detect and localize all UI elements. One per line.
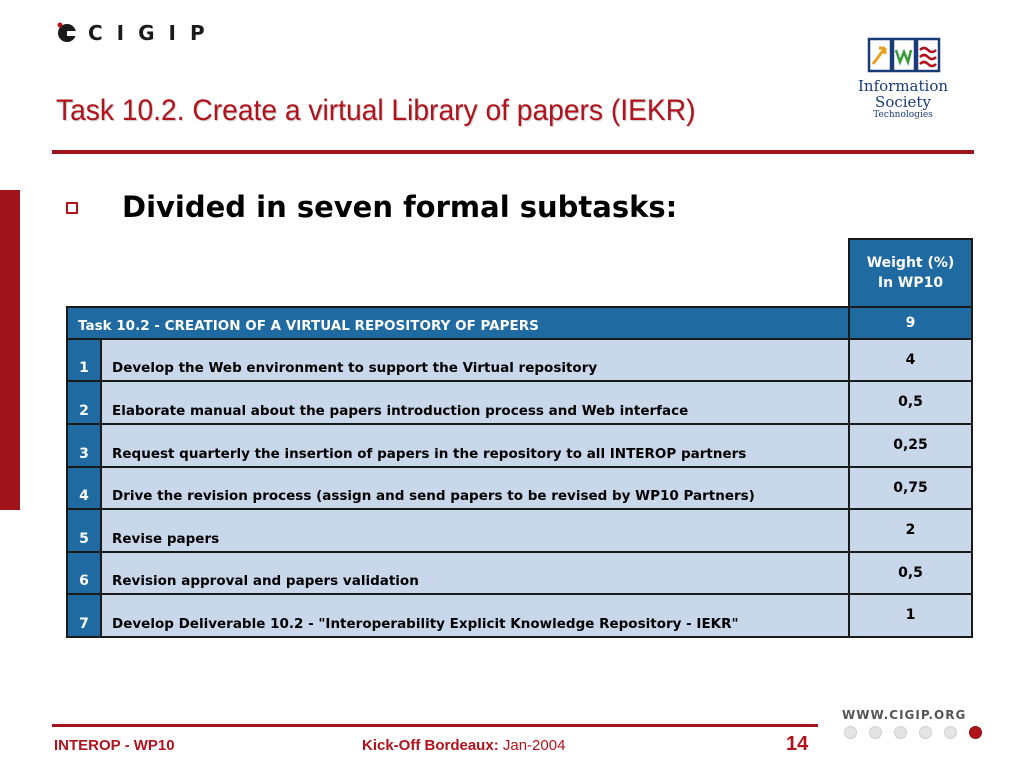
footer-divider [52, 724, 818, 727]
row-weight: 0,5 [849, 552, 972, 594]
row-description: Revision approval and papers validation [101, 552, 849, 594]
row-number: 6 [67, 552, 101, 594]
weight-header-line2: In WP10 [877, 275, 944, 291]
table-row [67, 552, 972, 594]
weight-header-line1: Weight (%) [866, 255, 955, 271]
table-header-row [67, 239, 972, 307]
cigip-logo-text: CIGIP [88, 21, 219, 45]
row-description: Request quarterly the insertion of papers in the repository to all INTEROP partners [101, 424, 849, 467]
cigip-logo [56, 20, 219, 46]
table-row [67, 594, 972, 637]
row-weight: 2 [849, 509, 972, 552]
row-weight: 0,25 [849, 424, 972, 467]
table-row [67, 509, 972, 552]
row-weight: 1 [849, 594, 972, 637]
ist-logo-name: Information Society [857, 77, 949, 111]
slide-title: Task 10.2. Create a virtual Library of papers (IEKR) [56, 94, 696, 127]
footer-event [362, 737, 565, 754]
task-header-row [67, 307, 972, 339]
row-number: 7 [67, 594, 101, 637]
cigip-mark-icon [56, 22, 78, 44]
footer-website: WWW.CIGIP.ORG [842, 708, 967, 722]
row-number: 3 [67, 424, 101, 467]
row-description: Elaborate manual about the papers introduction process and Web interface [101, 381, 849, 424]
title-divider [52, 150, 974, 154]
table-row [67, 424, 972, 467]
left-accent-bar [0, 190, 20, 510]
bullet-square-icon [66, 202, 78, 214]
table-row [67, 381, 972, 424]
row-number: 4 [67, 467, 101, 509]
ist-logo [832, 36, 974, 120]
ist-logo-icon [851, 36, 955, 76]
dot-icon [869, 726, 882, 739]
footer-event-date: Jan-2004 [502, 737, 566, 754]
dot-active-icon [969, 726, 982, 739]
row-description: Develop Deliverable 10.2 - "Interoperability Explicit Knowledge Repository - IEKR" [101, 594, 849, 637]
row-description: Develop the Web environment to support the Virtual repository [101, 339, 849, 381]
row-weight: 4 [849, 339, 972, 381]
task-header-cell: Task 10.2 - CREATION OF A VIRTUAL REPOSITORY OF PAPERS [67, 307, 849, 339]
page-number: 14 [786, 733, 809, 755]
ist-logo-sub: Technologies [873, 110, 933, 120]
subtasks-table [66, 238, 973, 638]
row-number: 2 [67, 381, 101, 424]
row-weight: 0,75 [849, 467, 972, 509]
row-number: 1 [67, 339, 101, 381]
row-weight: 0,5 [849, 381, 972, 424]
table-row [67, 467, 972, 509]
footer-project: INTEROP - WP10 [54, 737, 175, 754]
task-weight-cell: 9 [849, 307, 972, 339]
dot-icon [944, 726, 957, 739]
row-number: 5 [67, 509, 101, 552]
dot-icon [844, 726, 857, 739]
row-description: Revise papers [101, 509, 849, 552]
table-row [67, 339, 972, 381]
dot-icon [919, 726, 932, 739]
dot-icon [894, 726, 907, 739]
weight-column-header [849, 239, 972, 307]
table-header-blank [67, 239, 849, 307]
footer-dots [844, 726, 982, 739]
bullet-text: Divided in seven formal subtasks: [122, 190, 678, 224]
footer-event-label: Kick-Off Bordeaux: [362, 737, 499, 754]
row-description: Drive the revision process (assign and send papers to be revised by WP10 Partners) [101, 467, 849, 509]
